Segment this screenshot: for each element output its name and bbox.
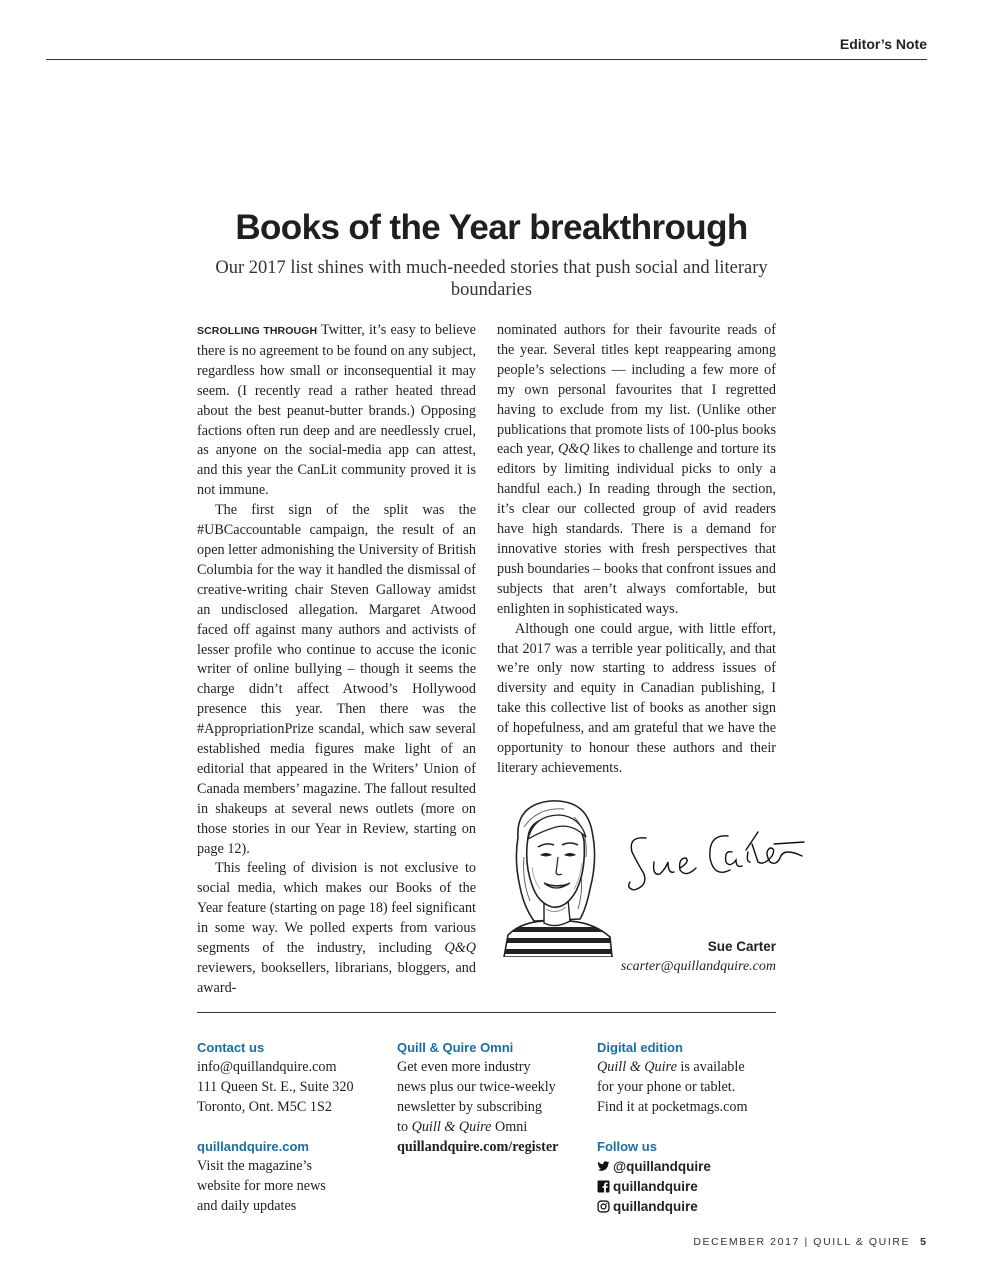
article-column-1 — [197, 321, 476, 999]
section-label: Editor’s Note — [839, 36, 927, 52]
footer-follow — [597, 1137, 787, 1217]
contact-email-link[interactable]: info@quillandquire.com — [197, 1058, 337, 1075]
article-column-2 — [497, 321, 776, 779]
paragraph-text: This feeling of division is not exclusive to social media, which makes our Books of the Year feature (starting on page 18) feel significant in some way. We polled experts from various segments of the industry, including — [197, 860, 476, 957]
digital-text-part: is available — [676, 1058, 745, 1075]
digital-text: for your phone or tablet. — [597, 1078, 736, 1095]
twitter-icon — [597, 1160, 610, 1173]
omni-text-part: Omni — [491, 1118, 528, 1135]
omni-text — [397, 1118, 587, 1138]
footer-website — [197, 1137, 387, 1217]
omni-text: Get even more industry — [397, 1058, 531, 1075]
paragraph-text: nominated authors for their favourite reads of the year. Several titles kept reappearing among people’s selections — including a few more of my own personal favourites that I regretted having to exclude from my list. (Unlike other publications that promote lists of 100-plus books each year, — [497, 322, 776, 458]
editor-name: Sue Carter — [707, 939, 776, 954]
magazine-name: Quill & Quire — [597, 1058, 677, 1075]
instagram-icon — [597, 1200, 610, 1213]
paragraph: The first sign of the split was the #UBCaccountable campaign, the result of an open letter admonishing the University of British Columbia for the way it handled the dismissal of creative-writing chair Steven Galloway amidst an undisclosed allegation. Margaret Atwood faced off against many authors and activists of lesser profile who continue to accuse the iconic writer of online bullying – though it seems the charge didn’t affect Atwood’s Hollywood presence this year. Then there was the #AppropriationPrize scandal, which saw several established media figures make light of an editorial that appeared in the Writers’ Union of Canada members’ magazine. The fallout resulted in shakeups at several news outlets (more on those stories in our Year in Review, starting on page 12). — [197, 502, 476, 857]
twitter-handle: @quillandquire — [613, 1158, 711, 1174]
omni-text: news plus our twice-weekly — [397, 1078, 556, 1095]
website-link[interactable]: quillandquire.com — [197, 1139, 309, 1154]
editor-signature — [624, 822, 806, 898]
website-text: website for more news — [197, 1177, 326, 1194]
magazine-name: Q&Q — [557, 441, 590, 458]
page-folio — [693, 1236, 926, 1248]
paragraph — [197, 321, 476, 501]
paragraph-text: reviewers, booksellers, librarians, bloggers, and award- — [197, 960, 476, 996]
facebook-link[interactable] — [597, 1177, 787, 1197]
footer-digital — [597, 1038, 787, 1118]
register-link[interactable]: quillandquire.com/register — [397, 1138, 559, 1155]
facebook-icon — [597, 1180, 610, 1193]
website-text: Visit the magazine’s — [197, 1157, 312, 1174]
paragraph: Although one could argue, with little effort, that 2017 was a terrible year politically, and that we’re only now starting to address issues of diversity and equity in Canadian publishing, I take this collective list of books as another sign of hopefulness, and am grateful that we have the opportunity to honour these authors and their literary achievements. — [497, 620, 776, 776]
omni-text: newsletter by subscribing — [397, 1098, 542, 1115]
facebook-handle: quillandquire — [613, 1178, 698, 1194]
digital-text: Find it at pocketmags.com — [597, 1098, 748, 1115]
digital-heading: Digital edition — [597, 1040, 683, 1055]
headline: Books of the Year breakthrough — [235, 208, 748, 247]
footer-omni — [397, 1038, 587, 1157]
magazine-name: Q&Q — [444, 940, 476, 957]
omni-text-part: to — [397, 1118, 412, 1135]
paragraph-text: likes to challenge and torture its editors by limiting individual picks to only a handful each.) In reading through the section, it’s clear our collected group of avid readers have high standards. There is a demand for innovative stories with fresh perspectives that push boundaries – books that confront issues and subjects that aren’t always comfortable, but enlighten in sophisticated ways. — [497, 441, 776, 617]
website-text: and daily updates — [197, 1197, 297, 1214]
editor-portrait-illustration — [494, 797, 616, 957]
paragraph-text: Twitter, it’s easy to believe there is no agreement to be found on any subject, regardless how small or inconsequential it may seem. (I recently read a rather heated thread about the best peanut-butter brands.) Opposing factions often run deep and are needlessly cruel, as anyone on the social-media app can attest, and this year the CanLit community proved it is not immune. — [197, 322, 476, 499]
lead-in: SCROLLING THROUGH — [197, 325, 318, 337]
instagram-handle: quillandquire — [613, 1198, 698, 1214]
contact-address: 111 Queen St. E., Suite 320 — [197, 1078, 354, 1095]
deck: Our 2017 list shines with much-needed stories that push social and literary boundaries — [215, 258, 768, 300]
top-rule — [46, 59, 927, 60]
editor-email-link[interactable]: scarter@quillandquire.com — [620, 959, 776, 974]
page-number: 5 — [920, 1236, 926, 1248]
footer-divider — [197, 1012, 776, 1013]
digital-text — [597, 1058, 787, 1078]
folio-text: DECEMBER 2017 | QUILL & QUIRE — [693, 1236, 911, 1248]
contact-heading: Contact us — [197, 1040, 265, 1055]
omni-heading: Quill & Quire Omni — [397, 1040, 514, 1055]
paragraph — [497, 321, 776, 620]
paragraph — [197, 859, 476, 998]
twitter-link[interactable] — [597, 1157, 787, 1177]
footer-contact — [197, 1038, 387, 1118]
magazine-name: Quill & Quire — [411, 1118, 492, 1135]
contact-city: Toronto, Ont. M5C 1S2 — [197, 1098, 332, 1115]
instagram-link[interactable] — [597, 1197, 787, 1217]
follow-heading: Follow us — [597, 1139, 657, 1154]
